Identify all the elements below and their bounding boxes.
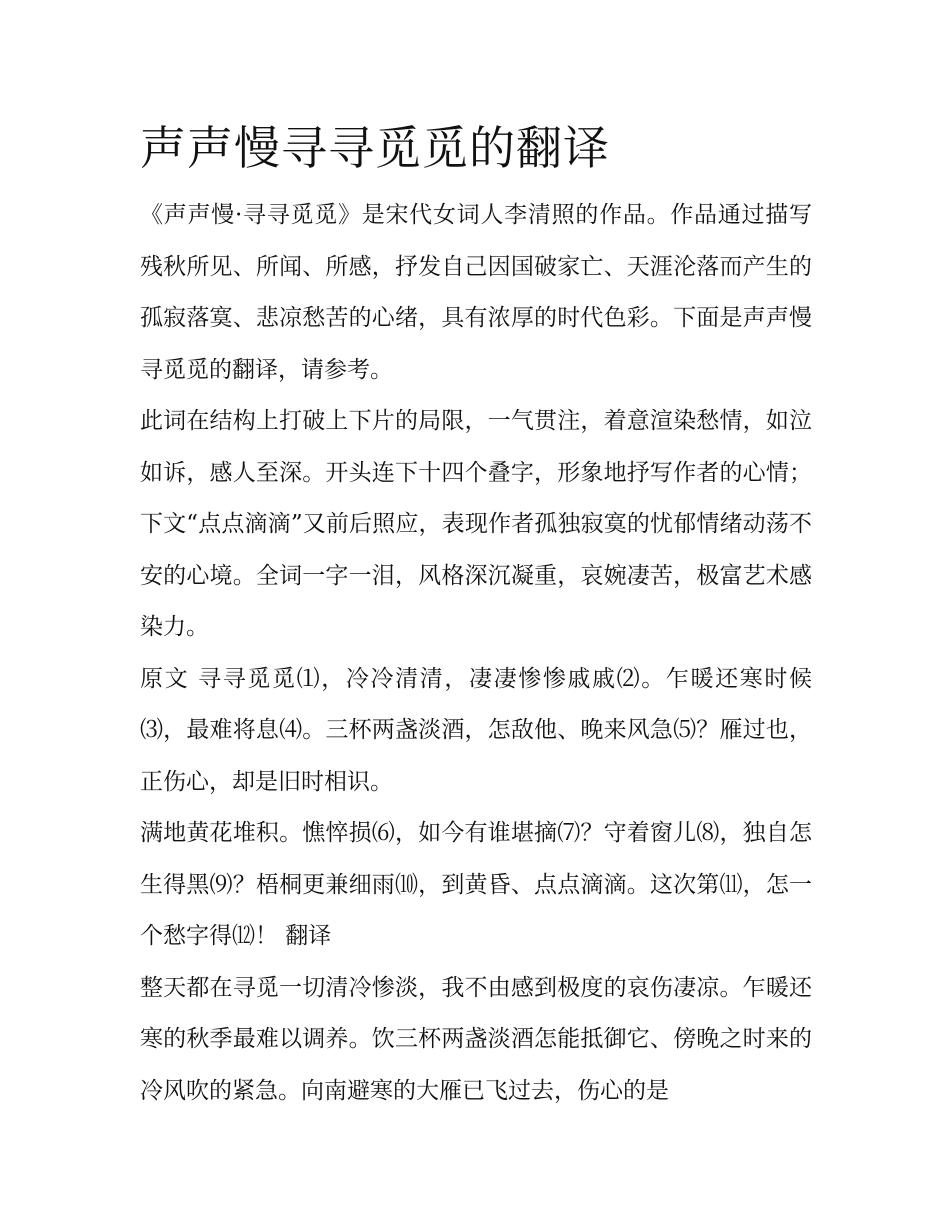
paragraph-original-text-part1: 原文 寻寻觅觅⑴，冷冷清清，凄凄惨惨戚戚⑵。乍暖还寒时候⑶，最难将息⑷。三杯两盏淡酒，怎敌他、晚来风急⑸？雁过也，正伤心，却是旧时相识。 xyxy=(140,665,812,795)
document-page xyxy=(140,112,812,1117)
document-title: 声声慢寻寻觅觅的翻译 xyxy=(140,121,610,175)
paragraph-translation: 整天都在寻觅一切清冷惨淡，我不由感到极度的哀伤凄凉。乍暖还寒的秋季最难以调养。饮三杯两盏淡酒怎能抵御它、傍晚之时来的冷风吹的紧急。向南避寒的大雁已飞过去，伤心的是 xyxy=(140,974,812,1104)
paragraph-original-text-part2: 满地黄花堆积。憔悴损⑹，如今有谁堪摘⑺？守着窗儿⑻，独自怎生得黑⑼？梧桐更兼细雨⑽，到黄昏、点点滴滴。这次第⑾，怎一个愁字得⑿！ 翻译 xyxy=(140,820,812,949)
paragraph-commentary: 此词在结构上打破上下片的局限，一气贯注，着意渲染愁情，如泣如诉，感人至深。开头连下十四个叠字，形象地抒写作者的心情；下文“点点滴滴”又前后照应，表现作者孤独寂寞的忧郁情绪动荡不安的心境。全词一字一泪，风格深沉凝重，哀婉凄苦，极富艺术感染力。 xyxy=(140,408,812,640)
paragraph-intro: 《声声慢·寻寻觅觅》是宋代女词人李清照的作品。作品通过描写残秋所见、所闻、所感，抒发自己因国破家亡、天涯沦落而产生的孤寂落寞、悲凉愁苦的心绪，具有浓厚的时代色彩。下面是声声慢寻觅觅的翻译，请参考。 xyxy=(140,202,812,383)
